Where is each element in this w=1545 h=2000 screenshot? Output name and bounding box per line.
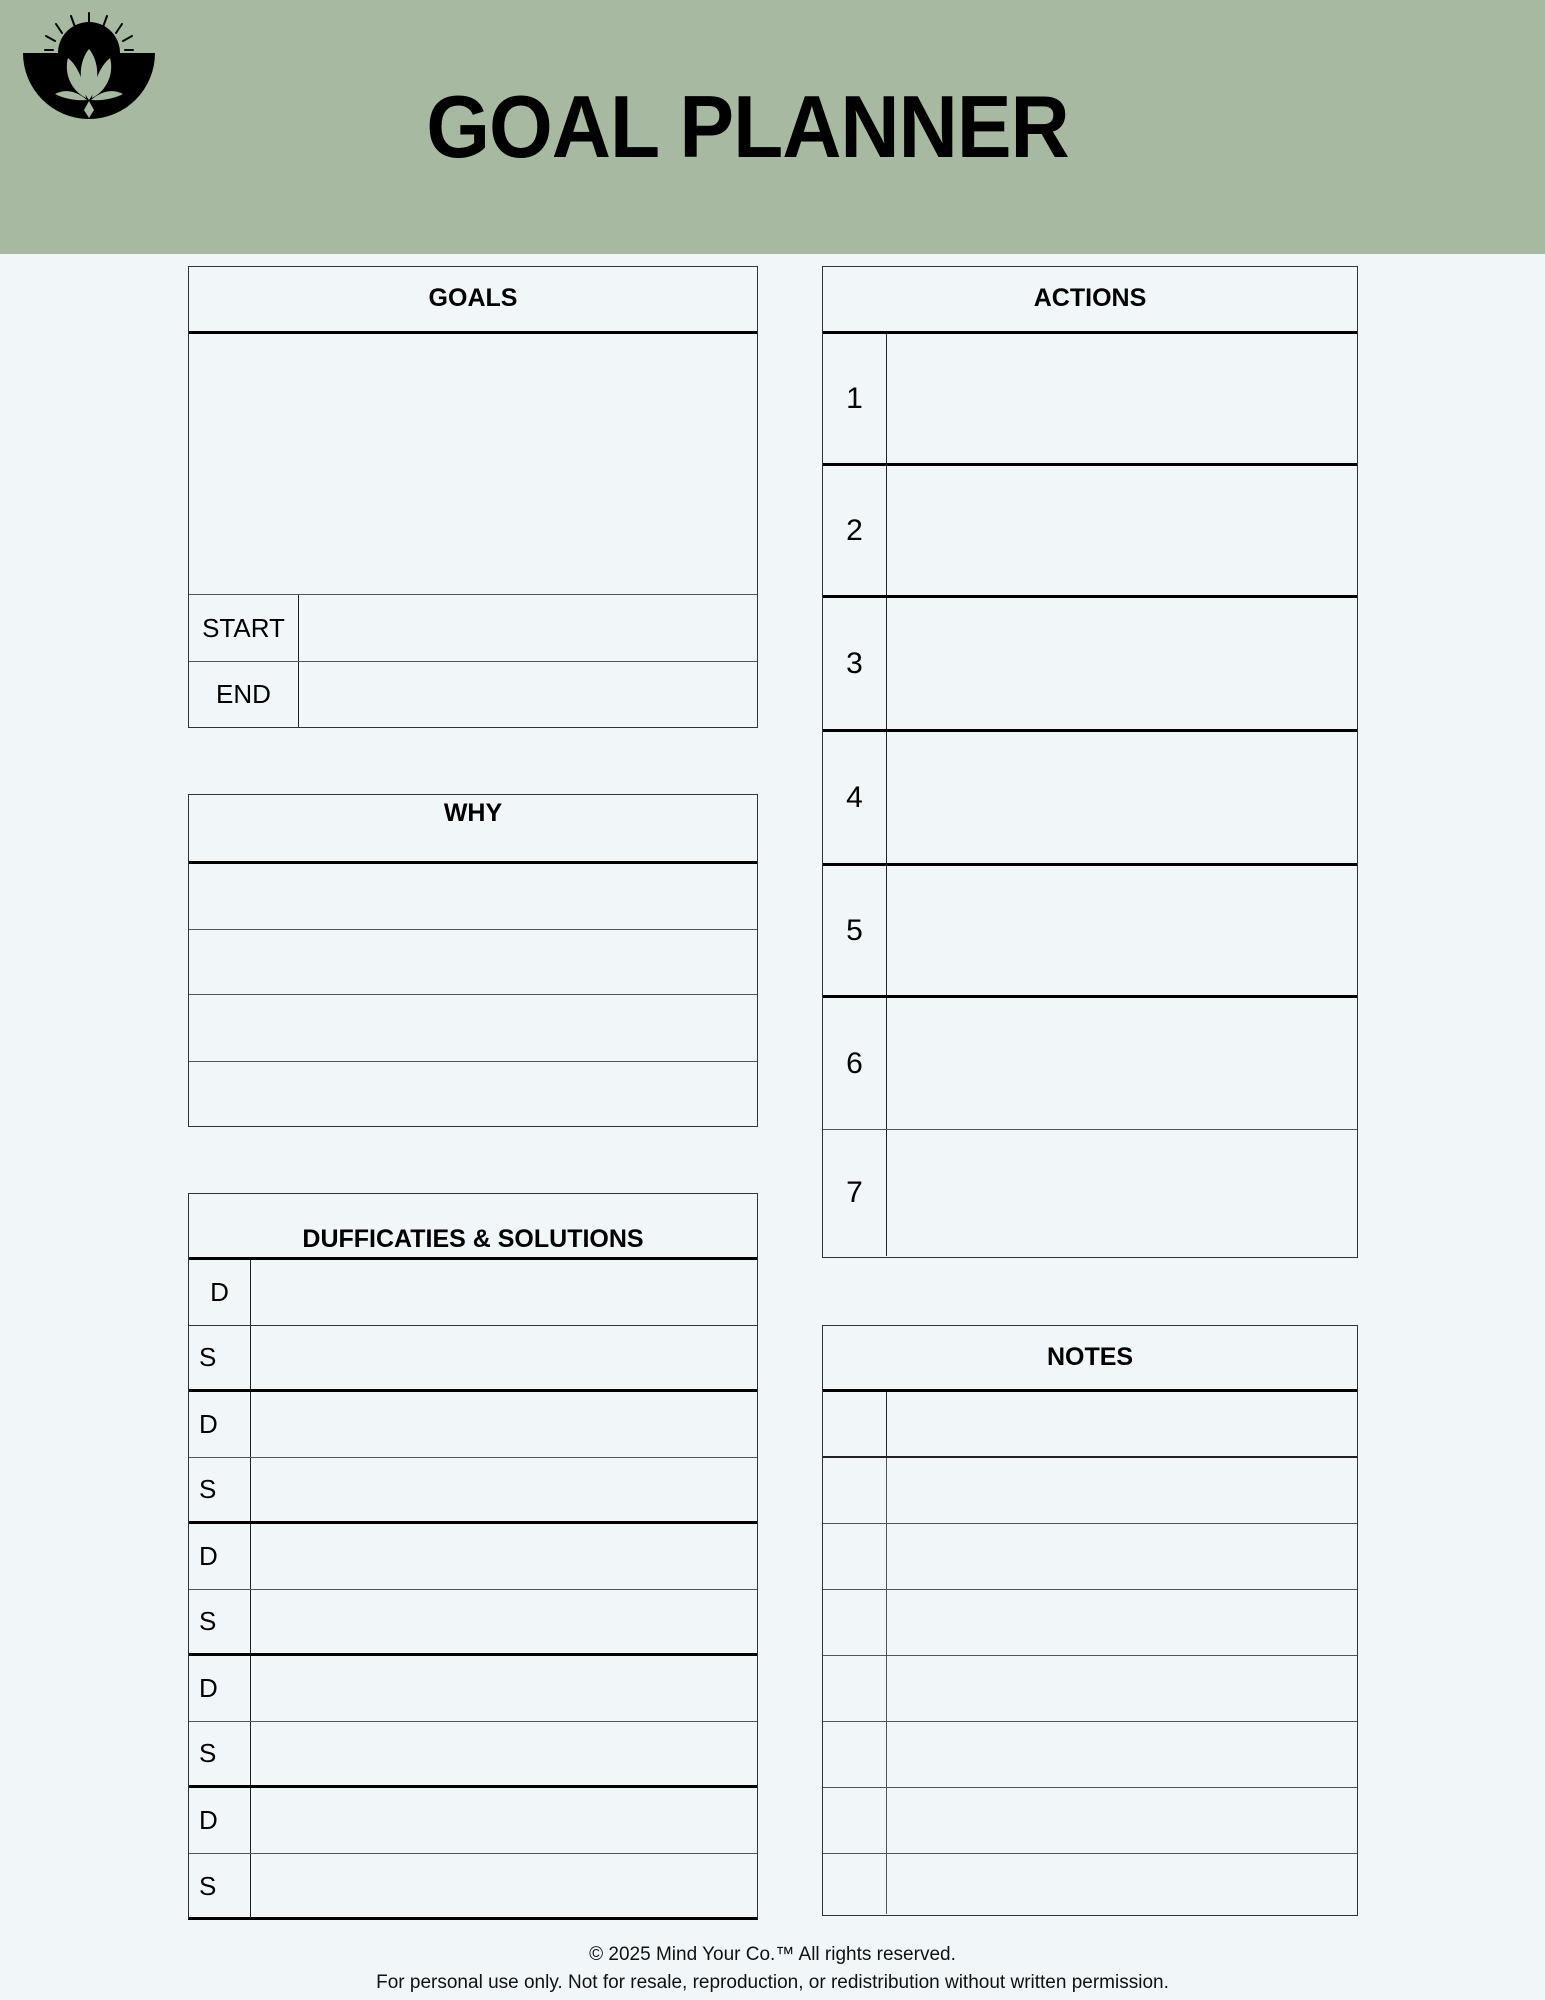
action-field[interactable] <box>887 334 1357 463</box>
footer-copyright: © 2025 Mind Your Co.™ All rights reserved. <box>589 1944 956 1965</box>
notes-margin <box>823 1656 887 1721</box>
end-label: END <box>189 662 299 727</box>
ds-field[interactable] <box>251 1854 757 1918</box>
ds-row <box>189 1458 757 1524</box>
action-field[interactable] <box>887 998 1357 1129</box>
action-number: 2 <box>823 466 887 595</box>
difficulties-section <box>188 1193 758 1920</box>
action-field[interactable] <box>887 732 1357 863</box>
notes-line[interactable] <box>823 1788 1357 1854</box>
goals-section <box>188 266 758 728</box>
notes-margin <box>823 1392 887 1456</box>
ds-row <box>189 1590 757 1656</box>
ds-row <box>189 1656 757 1722</box>
why-line[interactable] <box>189 1062 757 1126</box>
ds-label: S <box>189 1326 251 1389</box>
ds-label: S <box>189 1854 251 1918</box>
ds-row <box>189 1722 757 1788</box>
ds-row <box>189 1524 757 1590</box>
why-line[interactable] <box>189 864 757 930</box>
ds-row <box>189 1392 757 1458</box>
action-number: 6 <box>823 998 887 1129</box>
goals-text-area[interactable] <box>189 334 757 595</box>
notes-margin <box>823 1788 887 1853</box>
ds-field[interactable] <box>251 1392 757 1457</box>
notes-line[interactable] <box>823 1854 1357 1914</box>
actions-heading: ACTIONS <box>823 267 1357 334</box>
why-line[interactable] <box>189 995 757 1062</box>
ds-label: S <box>189 1590 251 1653</box>
action-row <box>823 334 1357 466</box>
action-number: 5 <box>823 866 887 995</box>
ds-field[interactable] <box>251 1458 757 1521</box>
notes-section <box>822 1325 1358 1916</box>
ds-label: S <box>189 1722 251 1785</box>
notes-margin <box>823 1458 887 1523</box>
ds-field[interactable] <box>251 1590 757 1653</box>
start-field[interactable] <box>299 595 757 661</box>
notes-margin <box>823 1524 887 1589</box>
footer-license: For personal use only. Not for resale, reproduction, or redistribution without written permission. <box>376 1972 1169 1993</box>
ds-row <box>189 1326 757 1392</box>
ds-field[interactable] <box>251 1260 757 1325</box>
action-row <box>823 998 1357 1130</box>
action-number: 1 <box>823 334 887 463</box>
action-field[interactable] <box>887 598 1357 729</box>
action-number: 4 <box>823 732 887 863</box>
difficulties-heading: DUFFICATIES & SOLUTIONS <box>189 1194 757 1260</box>
action-number: 7 <box>823 1130 887 1256</box>
ds-label: D <box>189 1260 251 1325</box>
start-row <box>189 595 757 662</box>
action-field[interactable] <box>887 466 1357 595</box>
action-number: 3 <box>823 598 887 729</box>
ds-row <box>189 1788 757 1854</box>
notes-line[interactable] <box>823 1392 1357 1458</box>
ds-row <box>189 1854 757 1918</box>
why-heading: WHY <box>189 795 757 864</box>
ds-field[interactable] <box>251 1656 757 1721</box>
why-section <box>188 794 758 1127</box>
notes-line[interactable] <box>823 1524 1357 1590</box>
notes-margin <box>823 1590 887 1655</box>
goals-heading: GOALS <box>189 267 757 334</box>
ds-field[interactable] <box>251 1788 757 1853</box>
ds-label: D <box>189 1524 251 1589</box>
action-row <box>823 732 1357 866</box>
action-row <box>823 466 1357 598</box>
action-row <box>823 1130 1357 1256</box>
notes-line[interactable] <box>823 1722 1357 1788</box>
header-band <box>0 0 1545 254</box>
notes-margin <box>823 1854 887 1914</box>
notes-heading: NOTES <box>823 1326 1357 1392</box>
ds-label: D <box>189 1788 251 1853</box>
page-title: GOAL PLANNER <box>426 78 1069 177</box>
notes-line[interactable] <box>823 1590 1357 1656</box>
ds-label: D <box>189 1392 251 1457</box>
end-field[interactable] <box>299 662 757 727</box>
actions-section <box>822 266 1358 1258</box>
action-row <box>823 866 1357 998</box>
ds-field[interactable] <box>251 1524 757 1589</box>
ds-label: D <box>189 1656 251 1721</box>
notes-margin <box>823 1722 887 1787</box>
end-row <box>189 662 757 727</box>
action-field[interactable] <box>887 1130 1357 1256</box>
start-label: START <box>189 595 299 661</box>
action-row <box>823 598 1357 732</box>
ds-field[interactable] <box>251 1722 757 1785</box>
ds-row <box>189 1260 757 1326</box>
action-field[interactable] <box>887 866 1357 995</box>
ds-label: S <box>189 1458 251 1521</box>
notes-line[interactable] <box>823 1656 1357 1722</box>
ds-field[interactable] <box>251 1326 757 1389</box>
why-line[interactable] <box>189 930 757 995</box>
notes-line[interactable] <box>823 1458 1357 1524</box>
